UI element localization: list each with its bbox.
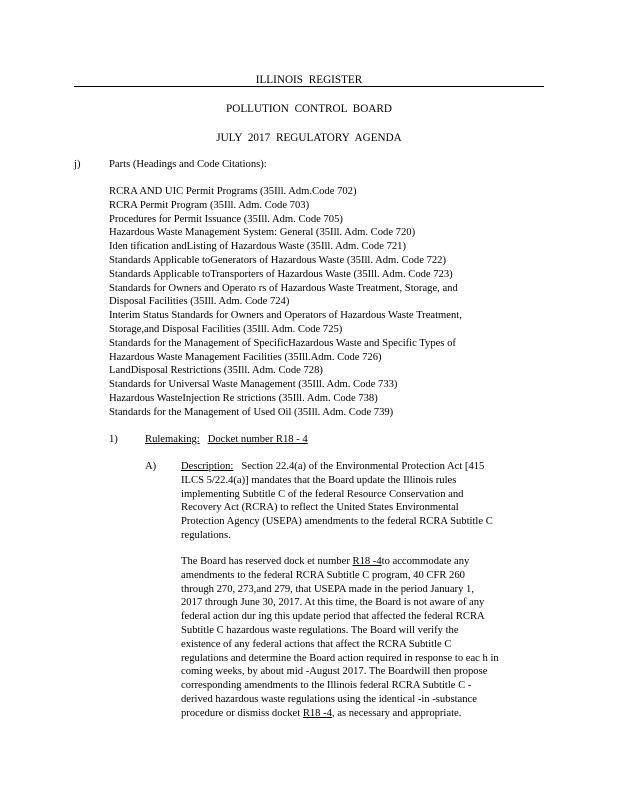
description-line: federal action dur ing this update period that affected the federal RCRA: [181, 611, 485, 623]
description-line: Description: Section 22.4(a) of the Environmental Protection Act [415: [181, 461, 485, 472]
part-line: Standards for the Management of SpecificHazardous Waste and Specific Types of: [109, 337, 456, 349]
part-line: Standards for Universal Waste Management (35Ill. Adm. Code 733): [109, 379, 398, 391]
part-line: Disposal Facilities (35Ill. Adm. Code 724): [109, 296, 290, 308]
rulemaking-docket: Docket number R18 - 4: [207, 434, 308, 445]
header-rule: [74, 86, 544, 87]
section-marker: j): [74, 159, 81, 170]
part-line: RCRA AND UIC Permit Programs (35Ill. Adm.Code 702): [109, 186, 357, 197]
part-line: Standards for the Management of Used Oil (35Ill. Adm. Code 739): [109, 406, 394, 418]
description-line: derived hazardous waste regulations using the identical -in -substance: [181, 693, 477, 705]
rulemaking-marker: 1): [109, 434, 118, 445]
register-title: ILLINOIS REGISTER: [255, 74, 363, 86]
docket-ref: R18 -4: [302, 707, 332, 719]
docket-ref: R18 -4: [352, 556, 382, 567]
description-line: procedure or dismiss docket R18 -4, as necessary and appropriate.: [181, 707, 462, 719]
description-line: through 270, 273,and 279, that USEPA made in the period January 1,: [181, 583, 474, 595]
description-line: ILCS 5/22.4(a)] mandates that the Board update the Illinois rules: [181, 474, 457, 486]
description-line: coming weeks, by about mid -August 2017. The Boardwill then propose: [181, 666, 488, 678]
part-line: LandDisposal Restrictions (35Ill. Adm. Code 728): [109, 365, 323, 377]
description-line: Protection Agency (USEPA) amendments to the federal RCRA Subtitle C: [181, 516, 493, 528]
part-line: Standards Applicable toTransporters of Hazardous Waste (35Ill. Adm. Code 723): [109, 268, 453, 280]
part-line: Standards for Owners and Operato rs of Hazardous Waste Treatment, Storage, and: [109, 282, 458, 294]
part-line: Standards Applicable toGenerators of Hazardous Waste (35Ill. Adm. Code 722): [109, 254, 446, 266]
board-title: POLLUTION CONTROL BOARD: [226, 103, 392, 115]
description-label: Description:: [181, 461, 234, 472]
description-paragraph-2: [181, 555, 499, 721]
description-line: Recovery Act (RCRA) to reflect the United States Environmental: [181, 502, 459, 514]
part-line: Hazardous Waste Management System: General (35Ill. Adm. Code 720): [109, 227, 416, 239]
part-line: Storage,and Disposal Facilities (35Ill. Adm. Code 725): [109, 323, 343, 335]
part-line: Hazardous Waste Management Facilities (35Ill.Adm. Code 726): [109, 351, 382, 363]
description-line: regulations and determine the Board action required in response to eac h in: [181, 652, 499, 664]
description-line: existence of any federal actions that affect the RCRA Subtitle C: [181, 638, 452, 650]
part-line: RCRA Permit Program (35Ill. Adm. Code 703): [109, 199, 310, 211]
part-line: Interim Status Standards for Owners and Operators of Hazardous Waste Treatment,: [109, 310, 462, 322]
description-marker: A): [145, 461, 157, 472]
parts-list: [109, 185, 462, 420]
description-line: 2017 through June 30, 2017. At this time, the Board is not aware of any: [181, 597, 485, 609]
description-line: The Board has reserved dock et number R18 -4to accommodate any: [181, 556, 470, 567]
part-line: Procedures for Permit Issuance (35Ill. Adm. Code 705): [109, 213, 343, 225]
agenda-title: JULY 2017 REGULATORY AGENDA: [216, 132, 402, 144]
description-line: corresponding amendments to the Illinois federal RCRA Subtitle C -: [181, 680, 472, 692]
section-title: Parts (Headings and Code Citations):: [109, 159, 267, 170]
description-line: amendments to the federal RCRA Subtitle C program, 40 CFR 260: [181, 569, 465, 581]
description-paragraph-1: [181, 460, 493, 543]
part-line: Iden tification andListing of Hazardous Waste (35Ill. Adm. Code 721): [109, 241, 406, 253]
rulemaking-line: [145, 433, 308, 447]
part-line: Hazardous WasteInjection Re strictions (35Ill. Adm. Code 738): [109, 392, 378, 404]
description-line: Subtitle C hazardous waste regulations. The Board will verify the: [181, 624, 459, 636]
description-line: regulations.: [181, 529, 231, 541]
description-line: implementing Subtitle C of the federal Resource Conservation and: [181, 488, 464, 500]
rulemaking-label: Rulemaking:: [145, 434, 200, 445]
